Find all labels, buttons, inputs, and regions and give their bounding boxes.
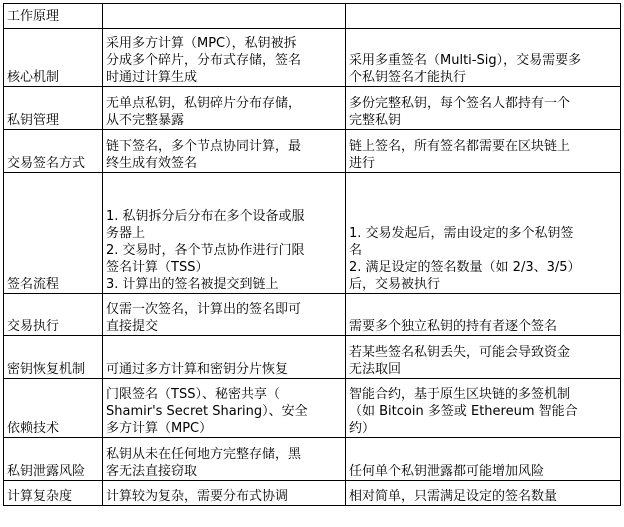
row-label: 依赖技术	[4, 379, 103, 438]
table-row	[4, 173, 621, 294]
multisig-cell: 相对简单，只需满足设定的签名数量	[346, 481, 621, 506]
multisig-cell: 智能合约，基于原生区块链的多签机制 （如 Bitcoin 多签或 Ethereum 智能合 约）	[346, 379, 621, 438]
multisig-cell: 若某些签名私钥丢失，可能会导致资金 无法取回	[346, 336, 621, 379]
mpc-cell: 采用多方计算（MPC），私钥被拆 分成多个碎片，分布式存储，签名 时通过计算生成	[103, 29, 346, 87]
table-row	[4, 481, 621, 506]
multisig-cell: 链上签名，所有签名都需要在区块链上 进行	[346, 130, 621, 173]
multisig-cell: 任何单个私钥泄露都可能增加风险	[346, 438, 621, 481]
mpc-cell: 可通过多方计算和密钥分片恢复	[103, 336, 346, 379]
table-row	[4, 29, 621, 87]
table-row	[4, 336, 621, 379]
table-row	[4, 130, 621, 173]
mpc-cell: 门限签名（TSS）、秘密共享（ Shamir's Secret Sharing）、安全 多方计算（MPC）	[103, 379, 346, 438]
row-label: 签名流程	[4, 173, 103, 294]
row-label: 核心机制	[4, 29, 103, 87]
table-row	[4, 294, 621, 336]
multisig-cell: 采用多重签名（Multi-Sig），交易需要多 个私钥签名才能执行	[346, 29, 621, 87]
row-label: 计算复杂度	[4, 481, 103, 506]
row-label: 交易执行	[4, 294, 103, 336]
mpc-cell: 计算较为复杂，需要分布式协调	[103, 481, 346, 506]
header-empty-cell	[103, 4, 346, 29]
comparison-table	[3, 3, 621, 506]
row-label: 私钥泄露风险	[4, 438, 103, 481]
table-row	[4, 379, 621, 438]
table-title: 工作原理	[4, 4, 103, 29]
table-row	[4, 438, 621, 481]
multisig-cell: 1. 交易发起后，需由设定的多个私钥签 名 2. 满足设定的签名数量（如 2/3、3/5） 后，交易被执行	[346, 173, 621, 294]
table-row	[4, 87, 621, 130]
mpc-cell: 无单点私钥，私钥碎片分布存储， 从不完整暴露	[103, 87, 346, 130]
mpc-cell: 私钥从未在任何地方完整存储，黑 客无法直接窃取	[103, 438, 346, 481]
multisig-cell: 多份完整私钥，每个签名人都持有一个 完整私钥	[346, 87, 621, 130]
mpc-cell: 链下签名，多个节点协同计算，最 终生成有效签名	[103, 130, 346, 173]
row-label: 密钥恢复机制	[4, 336, 103, 379]
mpc-cell: 仅需一次签名，计算出的签名即可 直接提交	[103, 294, 346, 336]
row-label: 私钥管理	[4, 87, 103, 130]
multisig-cell: 需要多个独立私钥的持有者逐个签名	[346, 294, 621, 336]
header-row	[4, 4, 621, 29]
row-label: 交易签名方式	[4, 130, 103, 173]
header-empty-cell	[346, 4, 621, 29]
mpc-cell: 1. 私钥拆分后分布在多个设备或服 务器上 2. 交易时，各个节点协作进行门限 签名计算（TSS） 3. 计算出的签名被提交到链上	[103, 173, 346, 294]
